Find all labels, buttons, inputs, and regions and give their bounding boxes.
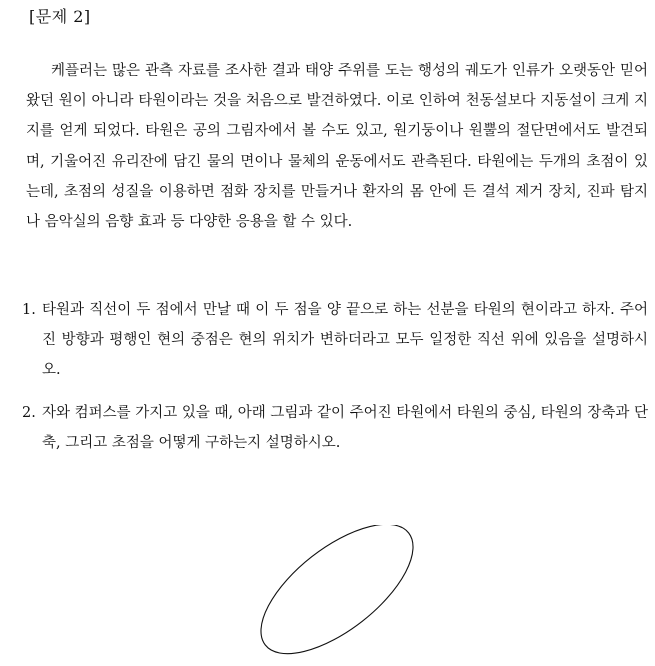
question-1-text: 타원과 직선이 두 점에서 만날 때 이 두 점을 양 끝으로 하는 선분을 타원의 현이라고 하자. 주어진 방향과 평행인 현의 중점은 현의 위치가 변하더라고 모두 일정한 직선 위에 있음을 설명하시오. [42,302,648,378]
ellipse-figure [240,525,440,660]
problem-label: [문제 2] [29,7,91,26]
question-2-text: 자와 컴퍼스를 가지고 있을 때, 아래 그림과 같이 주어진 타원에서 타원의 중심, 타원의 장축과 단축, 그리고 초점을 어떻게 구하는지 설명하시오. [42,405,649,451]
question-1 [22,295,648,385]
question-2-number: 2. [22,405,36,421]
tilted-ellipse [240,525,434,660]
question-1-number: 1. [22,302,36,318]
intro-paragraph: 케플러는 많은 관측 자료를 조사한 결과 태양 주위를 도는 행성의 궤도가 인류가 오랫동안 믿어 왔던 원이 아니라 타원이라는 것을 처음으로 발견하였다. 이로 인하여 천동설보다 지동설이 크게 지지를 얻게 되었다. 타원은 공의 그림자에서 볼 수도 있고, 원기둥이나 원뿔의 절단면에서도 발견되며, 기울어진 유리잔에 담긴 물의 면이나 물체의 운동에서도 관측된다. 타원에는 두개의 초점이 있는데, 초점의 성질을 이용하면 점화 장치를 만들거나 환자의 몸 안에 든 결석 제거 장치, 진파 탐지나 음악실의 음향 효과 등 다양한 응용을 할 수 있다. [26,63,648,231]
question-2 [22,398,648,458]
